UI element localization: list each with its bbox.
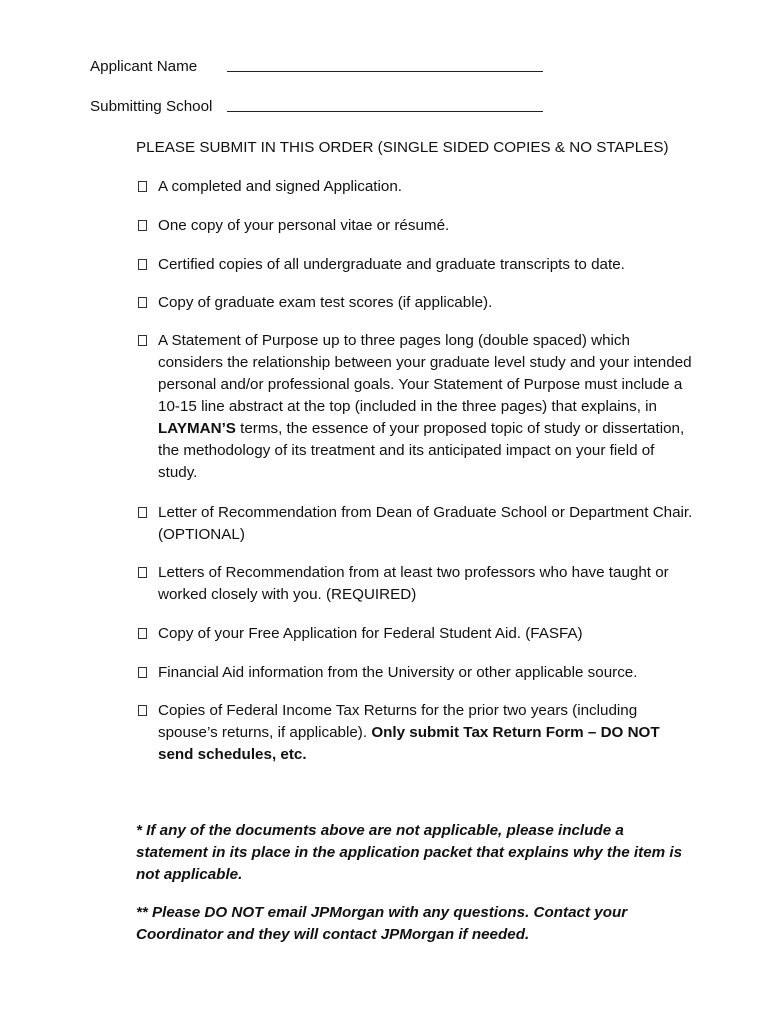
checkbox[interactable] <box>138 259 147 270</box>
checkbox[interactable] <box>138 628 147 639</box>
checklist-item <box>136 254 696 276</box>
applicant-name-row <box>90 57 197 77</box>
checklist-item <box>136 623 696 645</box>
checklist-item <box>136 662 696 684</box>
statement-text-start: A Statement of Purpose up to three pages long (double spaced) which considers the relationship between your graduate level study and your intended personal and/or professional goals. Your Statement of Purpose must include a 10-15 line abstract at the top (included in the three pages) that explains, in <box>158 332 692 415</box>
contact-note: ** Please DO NOT email JPMorgan with any questions. Contact your Coordinator and they will contact JPMorgan if needed. <box>136 904 628 943</box>
submitting-school-field[interactable] <box>227 97 543 112</box>
checkbox[interactable] <box>138 335 147 346</box>
checkbox[interactable] <box>138 220 147 231</box>
submitting-school-label: Submitting School <box>90 98 213 115</box>
checklist-item-text: Certified copies of all undergraduate and graduate transcripts to date. <box>158 256 625 273</box>
checklist-item-text: A completed and signed Application. <box>158 178 403 195</box>
checklist-item <box>136 215 696 237</box>
checkbox[interactable] <box>138 507 147 518</box>
tax-return-emphasis: Only submit Tax Return Form – DO NOT send schedules, etc. <box>158 724 660 763</box>
checklist-item <box>136 700 696 766</box>
checklist-item <box>136 562 696 606</box>
laymans-emphasis: LAYMAN’S <box>158 420 236 437</box>
applicant-name-label: Applicant Name <box>90 58 198 75</box>
checklist-item-text: One copy of your personal vitae or résumé. <box>158 217 450 234</box>
not-applicable-note: * If any of the documents above are not applicable, please include a statement in its place in the application packet that explains why the item is not applicable. <box>136 822 683 883</box>
checkbox[interactable] <box>138 181 147 192</box>
checklist-item <box>136 292 696 314</box>
checkbox[interactable] <box>138 297 147 308</box>
tax-return-text: Copies of Federal Income Tax Returns for the prior two years (including spouse’s returns, if applicable). <box>158 702 638 741</box>
checkbox[interactable] <box>138 705 147 716</box>
checklist-item <box>136 176 696 198</box>
checklist-item-text: Copy of your Free Application for Federal Student Aid. (FASFA) <box>158 625 583 642</box>
checklist-item-text <box>158 330 696 484</box>
checklist-item-text: Copy of graduate exam test scores (if applicable). <box>158 294 493 311</box>
checklist-item <box>136 330 696 484</box>
checklist-item-text <box>158 700 696 766</box>
applicant-name-field[interactable] <box>227 57 543 72</box>
checkbox[interactable] <box>138 667 147 678</box>
checklist-item-text: Financial Aid information from the University or other applicable source. <box>158 664 638 681</box>
checkbox[interactable] <box>138 567 147 578</box>
checklist-item <box>136 502 696 546</box>
submission-order-heading: PLEASE SUBMIT IN THIS ORDER (SINGLE SIDED COPIES & NO STAPLES) <box>136 139 669 156</box>
statement-text-end: terms, the essence of your proposed topic of study or dissertation, the methodology of its treatment and its anticipated impact on your field of study. <box>158 420 685 481</box>
checklist-item-text: Letter of Recommendation from Dean of Graduate School or Department Chair. (OPTIONAL) <box>158 504 693 543</box>
submitting-school-row <box>90 97 212 117</box>
checklist-item-text: Letters of Recommendation from at least two professors who have taught or worked closely with you. (REQUIRED) <box>158 564 669 603</box>
